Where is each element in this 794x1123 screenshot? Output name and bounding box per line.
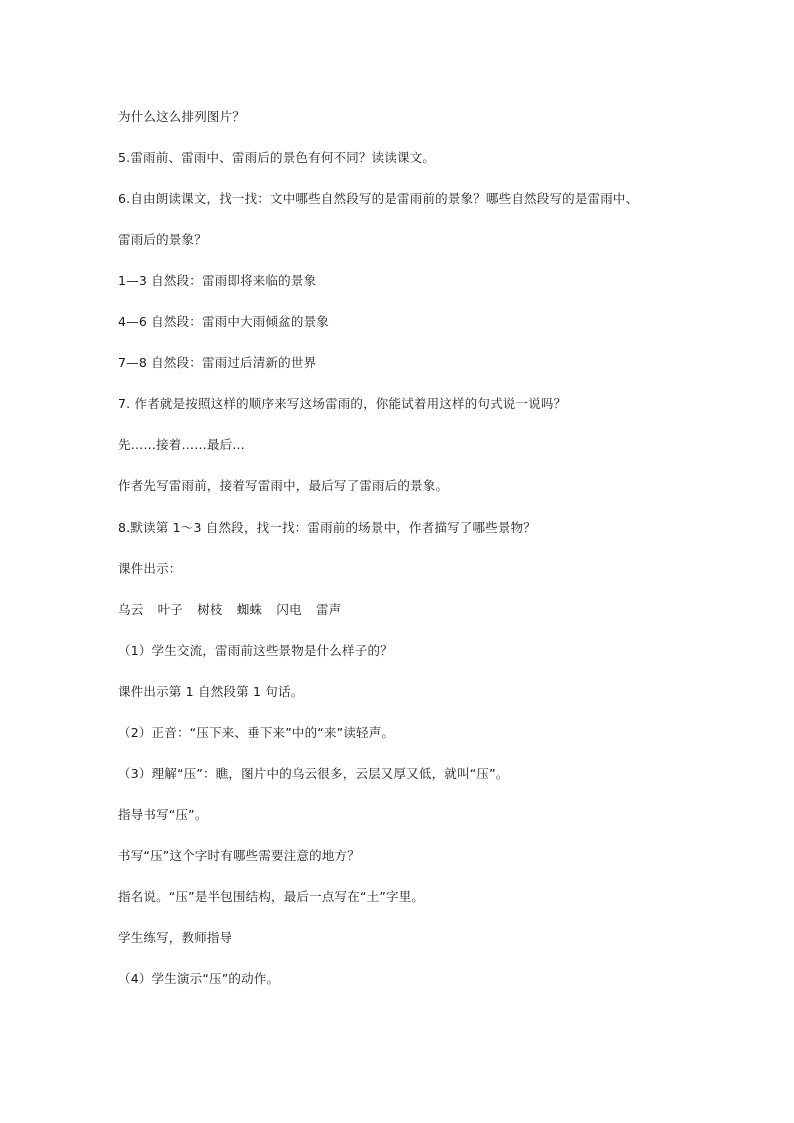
step-3: （3）理解“压”：瞧，图片中的乌云很多，云层又厚又低，就叫“压”。: [118, 766, 509, 781]
question-5: 5.雷雨前、雷雨中、雷雨后的景色有何不同？读读课文。: [118, 150, 436, 165]
step-1: （1）学生交流，雷雨前这些景物是什么样子的？: [118, 643, 393, 658]
writing-question: 书写“压”这个字时有哪些需要注意的地方？: [118, 848, 360, 863]
courseware-label: 课件出示：: [118, 561, 182, 576]
text-line: 为什么这么排列图片？: [118, 109, 246, 124]
question-7: 7. 作者就是按照这样的顺序来写这场雷雨的，你能试着用这样的句式说一说吗？: [118, 396, 567, 411]
scenery-word: 雷声: [315, 602, 342, 617]
scenery-word: 蜘蛛: [236, 602, 263, 617]
question-8: 8.默读第 1～3 自然段，找一找：雷雨前的场景中，作者描写了哪些景物？: [118, 520, 536, 535]
courseware-sentence: 课件出示第 1 自然段第 1 句话。: [118, 684, 304, 699]
step-4: （4）学生演示“压”的动作。: [118, 971, 280, 986]
scenery-word: 乌云: [118, 602, 144, 617]
writing-guidance: 指导书写“压”。: [118, 807, 208, 822]
question-6: 6.自由朗读课文，找一找：文中哪些自然段写的是雷雨前的景象？哪些自然段写的是雷雨中、: [118, 191, 639, 206]
scenery-word-list: [118, 602, 351, 618]
paragraph-group-2: 4—6 自然段：雷雨中大雨倾盆的景象: [118, 314, 329, 329]
paragraph-group-1: 1—3 自然段：雷雨即将来临的景象: [118, 273, 317, 288]
sentence-example: 作者先写雷雨前，接着写雷雨中，最后写了雷雨后的景象。: [118, 478, 449, 493]
writing-answer: 指名说。“压”是半包围结构，最后一点写在“土”字里。: [118, 889, 425, 904]
paragraph-group-3: 7—8 自然段：雷雨过后清新的世界: [118, 355, 317, 370]
sentence-pattern: 先……接着……最后…: [118, 437, 246, 452]
scenery-word: 树枝: [197, 602, 223, 617]
scenery-word: 叶子: [157, 602, 183, 617]
practice-line: 学生练写，教师指导: [118, 930, 233, 945]
scenery-word: 闪电: [276, 602, 302, 617]
step-2: （2）正音：“压下来、垂下来”中的“来”读轻声。: [118, 725, 395, 740]
question-6-continued: 雷雨后的景象？: [118, 232, 207, 247]
